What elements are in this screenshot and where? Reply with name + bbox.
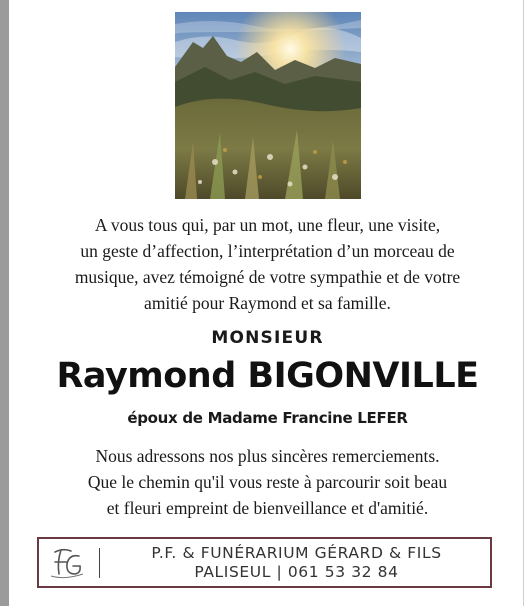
thanks-line: un geste d’affection, l’interprétation d’un morceau de <box>80 241 455 261</box>
thanks-line: A vous tous qui, par un mot, une fleur, une visite, <box>94 215 441 235</box>
right-edge-line <box>523 0 524 606</box>
closing-line: Nous adressons nos plus sincères remerciements. <box>95 446 440 466</box>
honorific-title: MONSIEUR <box>211 328 324 348</box>
thanks-line: musique, avez témoigné de votre sympathie et de votre <box>74 267 461 287</box>
mountain-sunset-photo <box>175 12 361 199</box>
funeral-home-name: P.F. & FUNÉRARIUM GÉRARD & FILS <box>151 544 442 562</box>
funeral-home-contact: PALISEUL | 061 53 32 84 <box>194 563 399 581</box>
banner-divider <box>99 548 100 578</box>
thanks-paragraph <box>20 212 515 316</box>
deceased-name: Raymond BIGONVILLE <box>56 356 479 396</box>
funeral-home-banner <box>37 537 492 588</box>
closing-line: Que le chemin qu'il vous reste à parcourir soit beau <box>87 472 448 492</box>
thanks-line: amitié pour Raymond et sa famille. <box>144 293 391 313</box>
closing-paragraph <box>20 443 515 521</box>
spouse-line: époux de Madame Francine LEFER <box>127 409 408 427</box>
closing-line: et fleuri empreint de bienveillance et d'amitié. <box>106 498 429 518</box>
funeral-home-logo <box>45 544 89 582</box>
left-margin-bar <box>0 0 9 606</box>
